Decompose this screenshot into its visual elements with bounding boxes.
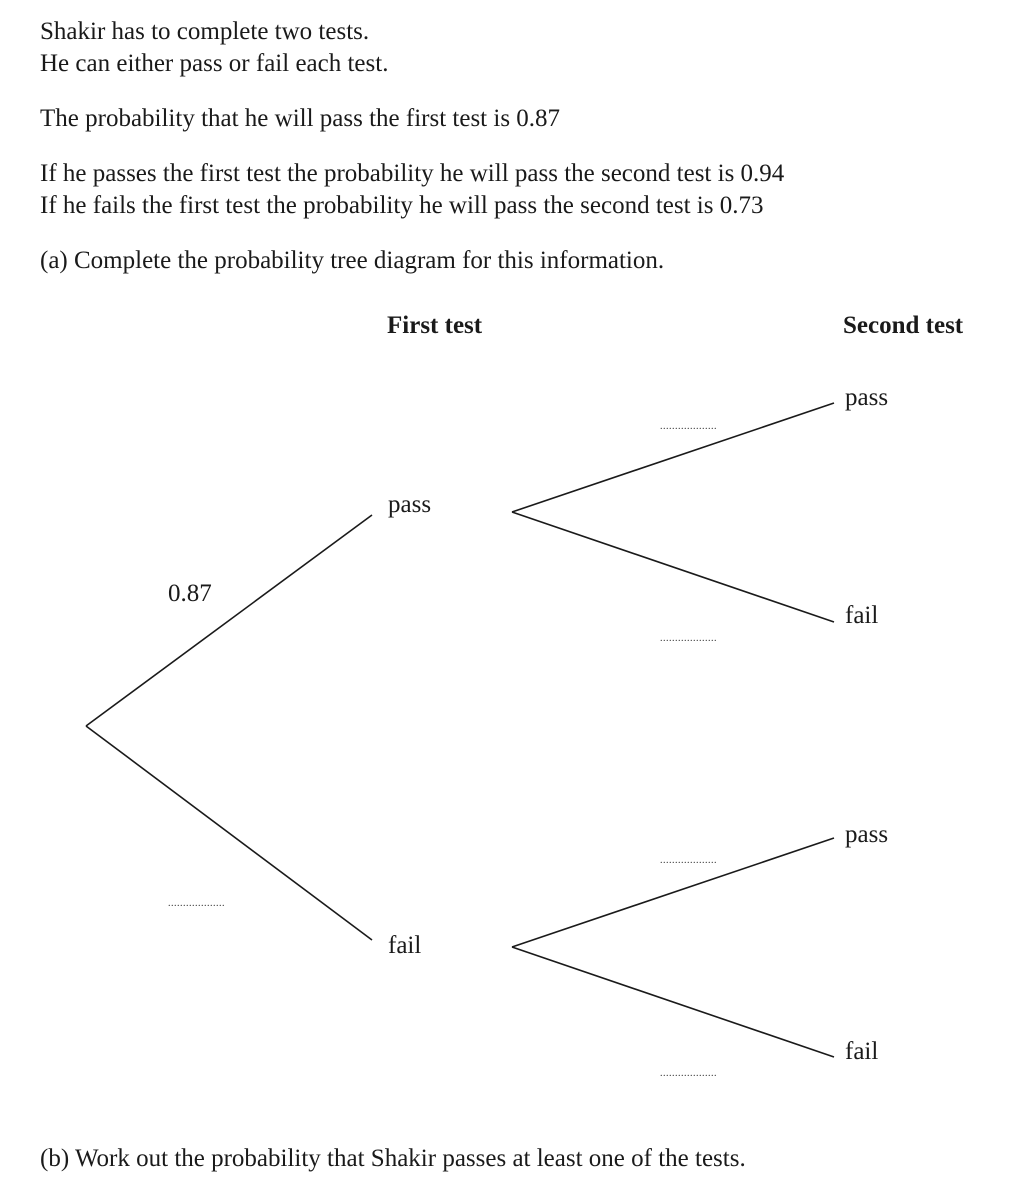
part-b-instruction: (b) Work out the probability that Shakir passes at least one of the tests. [40, 1145, 746, 1172]
conditional-statement-2: If he fails the first test the probability he will pass the second test is 0.73 [40, 192, 764, 219]
branch-first-fail [86, 726, 372, 940]
intro-line-2: He can either pass or fail each test. [40, 50, 389, 77]
first-test-heading: First test [387, 312, 483, 339]
fail-pass-probability-blank[interactable]: ................... [660, 855, 717, 866]
pass-pass-probability-blank[interactable]: ................... [660, 421, 717, 432]
fail-fail-probability-blank[interactable]: ................... [660, 1068, 717, 1079]
first-fail-probability-blank[interactable]: ................... [168, 898, 225, 909]
pass-pass-outcome: pass [845, 384, 889, 411]
branch-pass-pass [512, 403, 834, 512]
branch-fail-fail [512, 947, 834, 1057]
intro-line-1: Shakir has to complete two tests. [40, 18, 370, 45]
first-pass-outcome: pass [388, 491, 432, 518]
branch-first-pass [86, 515, 372, 726]
first-pass-statement: The probability that he will pass the first test is 0.87 [40, 105, 561, 132]
fail-pass-outcome: pass [845, 821, 889, 848]
part-a-instruction: (a) Complete the probability tree diagram for this information. [40, 247, 665, 274]
pass-fail-outcome: fail [845, 602, 879, 629]
pass-fail-probability-blank[interactable]: ................... [660, 633, 717, 644]
first-pass-probability: 0.87 [168, 580, 212, 607]
branch-pass-fail [512, 512, 834, 622]
fail-fail-outcome: fail [845, 1038, 879, 1065]
second-test-heading: Second test [843, 312, 964, 339]
first-fail-outcome: fail [388, 932, 422, 959]
conditional-statement-1: If he passes the first test the probability he will pass the second test is 0.94 [40, 160, 785, 187]
